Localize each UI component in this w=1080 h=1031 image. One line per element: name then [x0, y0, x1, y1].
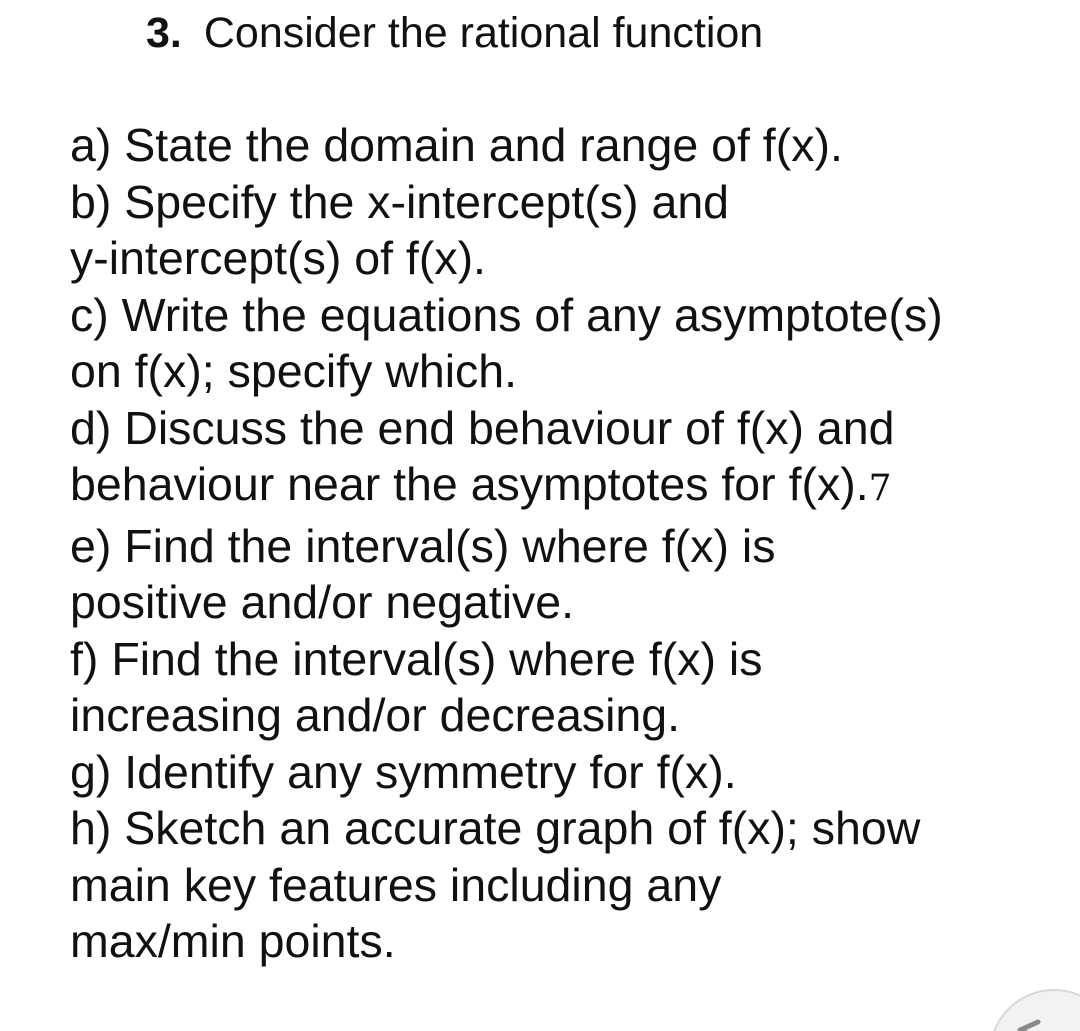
question-parts: [70, 117, 1070, 970]
part-d-line-2-text: behaviour near the asymptotes for f(x).: [70, 458, 869, 510]
question-heading: [146, 8, 763, 58]
chevron-left-icon: [984, 978, 1080, 1031]
part-e-line-1: e) Find the interval(s) where f(x) is: [70, 519, 776, 572]
part-b-line-1: b) Specify the x-intercept(s) and: [70, 175, 730, 228]
part-f-line-1: f) Find the interval(s) where f(x) is: [70, 632, 763, 685]
part-g-line: g) Identify any symmetry for f(x).: [70, 745, 737, 798]
part-e-line-2: positive and/or negative.: [70, 576, 575, 628]
part-b-line-2: y-intercept(s) of f(x).: [70, 232, 486, 284]
part-c-line-2: on f(x); specify which.: [70, 345, 518, 397]
part-h-line-2: main key features including any: [70, 858, 722, 911]
back-button[interactable]: [984, 978, 1080, 1031]
question-title: Consider the rational function: [203, 9, 764, 57]
part-h-line-1: h) Sketch an accurate graph of f(x); show: [70, 802, 921, 854]
part-a-line: a) State the domain and range of f(x).: [70, 119, 843, 171]
part-d-line-1: d) Discuss the end behaviour of f(x) and: [70, 401, 895, 454]
part-c-line-1: c) Write the equations of any asymptote(s): [70, 288, 943, 341]
stray-suffix: 7: [868, 468, 892, 509]
part-d-line-2: [70, 456, 1070, 518]
part-f-line-2: increasing and/or decreasing.: [70, 689, 681, 741]
part-h-line-3: max/min points.: [70, 915, 396, 967]
question-number: 3.: [146, 9, 182, 57]
